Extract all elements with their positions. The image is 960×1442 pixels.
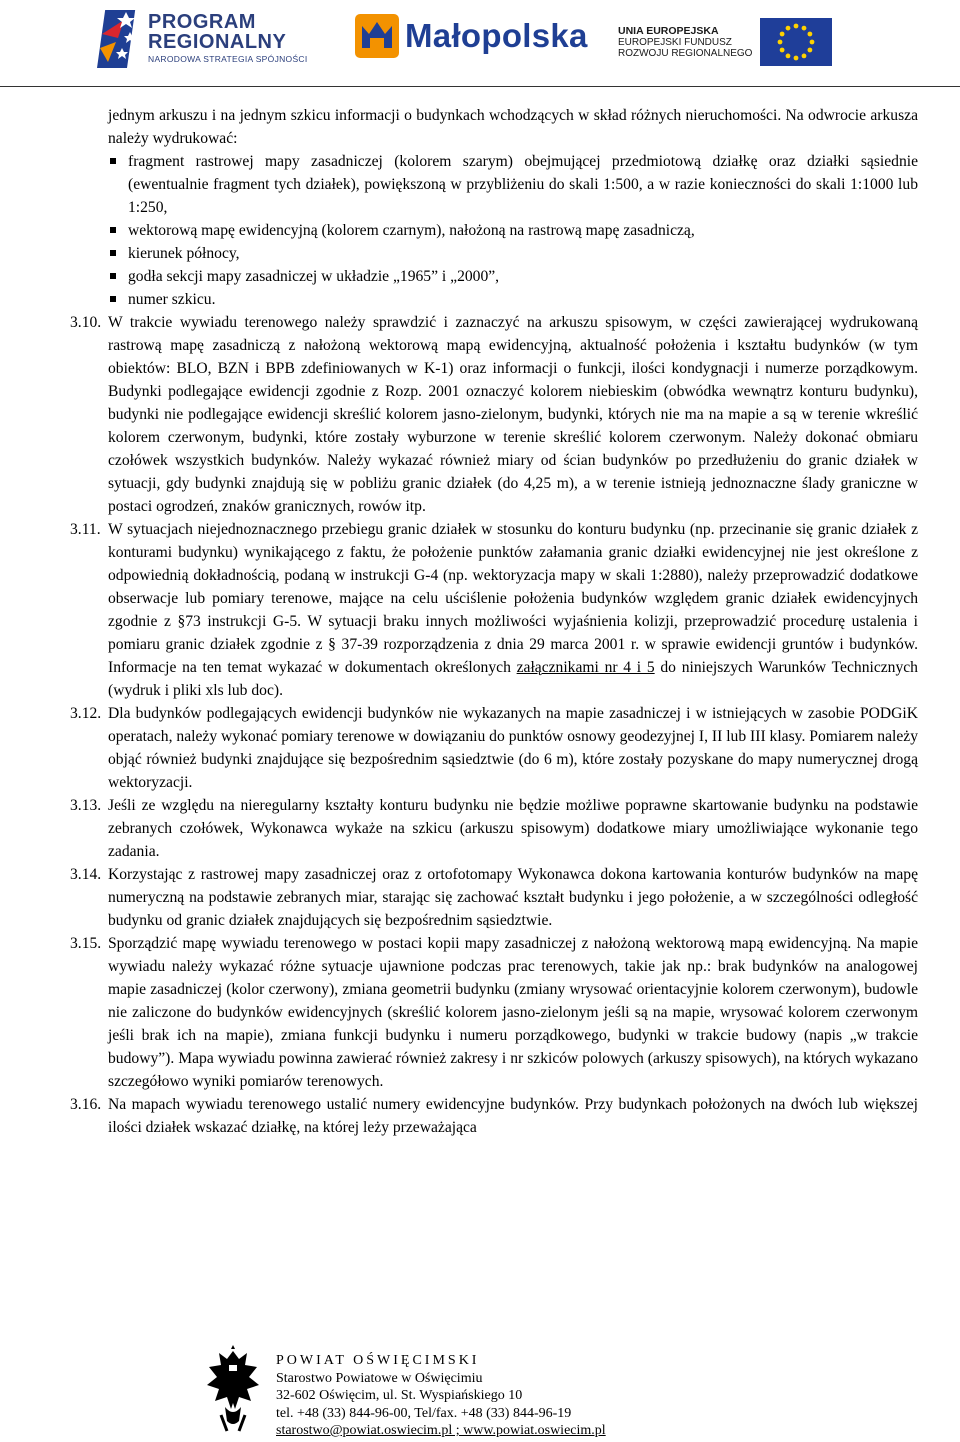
bullet-item: kierunek północy, <box>108 242 918 265</box>
bullet-square-icon <box>110 296 116 302</box>
malopolska-emblem-icon <box>355 14 399 58</box>
bullet-item: numer szkicu. <box>108 288 918 311</box>
eu-line1: UNIA EUROPEJSKA <box>618 24 719 37</box>
page-header <box>0 0 960 82</box>
header-rule <box>0 86 960 87</box>
numbered-item-3-11 <box>70 518 918 702</box>
footer-line2: 32-602 Oświęcim, ul. St. Wyspiańskiego 10 <box>276 1388 523 1403</box>
item-text: W sytuacjach niejednoznacznego przebiegu granic działek w stosunku do konturu budynku (np. przecinanie się granic działek z konturami budynku) wynikającego z faktu, że położenie punktów załamania granic działki ewidencyjnej nie jest określone z odpowiednią dokładnością, podaną w instrukcji G-4 (np. wektoryzacja mapy w skali 1:2880), należy przeprowadzić dodatkowe obserwacje lub pomiary terenowe, mające na celu uściślenie położenia budynków względem granic działek ewidencyjnych zgodnie z §73 instrukcji G-5. W sytuacji braku innych możliwości wyjaśnienia kolizji, przeprowadzić procedurę ustalenia i pomiaru granic działek zgodnie z § 37-39 rozporządzenia z dnia 29 marca 2001 r. w sprawie ewidencji gruntów i budynków. Informacje na ten temat wykazać w dokumentach określonych załącznikami nr 4 i 5 do niniejszych Warunków Technicznych (wydruk i pliki xls lub doc). <box>108 521 918 699</box>
bullet-square-icon <box>110 158 116 164</box>
footer-contact-links[interactable]: starostwo@powiat.oswiecim.pl ; www.powiat.oswiecim.pl <box>276 1423 606 1438</box>
numbered-item-3-10 <box>70 311 918 518</box>
numbered-item-3-16 <box>70 1093 918 1139</box>
eu-line3: ROZWOJU REGIONALNEGO <box>618 47 753 59</box>
bullet-item: wektorową mapę ewidencyjną (kolorem czarnym), nałożoną na rastrową mapę zasadniczą, <box>108 219 918 242</box>
eu-flag-icon <box>760 18 832 66</box>
item-number: 3.14. <box>70 866 102 883</box>
item-text: Jeśli ze względu na nieregularny kształty konturu budynku nie będzie możliwe poprawne skartowanie budynku na podstawie zebranych czołówek, Wykonawca wykaże na szkicu (arkuszu spisowym) dodatkowe miary umożliwiające wykonanie tego zadania. <box>108 797 918 860</box>
eu-logo <box>618 18 832 66</box>
item-text: W trakcie wywiadu terenowego należy sprawdzić i zaznaczyć na arkuszu spisowym, w części zawierającej wydrukowaną rastrową mapę zasadniczą z nałożoną wektorową mapą ewidencyjną, aktualność położenia i kształtu budynków (w tym obiektów: BLO, BZN i BPB zdefiniowanych w K-1) oraz informacji o funkcji, ilości kondygnacji i numerze porządkowym. Budynki podlegające ewidencji zgodnie z Rozp. 2001 oznaczyć kolorem niebieskim (obwódka wewnątrz konturu budynku), budynki nie podlegające ewidencji skreślić kolorem jasno-zielonym, budynki, których nie ma na mapie a są w terenie wkreślić kolorem czerwonym, budynki, które zostały wyburzone w terenie skreślić kolorem czerwonym. Należy dokonać obmiaru czołówek wszystkich budynków. Należy wykazać również miary od ścian budynków po przedłużeniu do granic działek w sytuacji, gdy budynki znajdują się w pobliżu granic działek (do 4,25 m), a w terenie istnieją jednoznaczne ślady graniczne w postaci ogrodzeń, znaków granicznych, rowów itp. <box>108 314 918 515</box>
bullet-square-icon <box>110 250 116 256</box>
item-number: 3.12. <box>70 705 102 722</box>
numbered-item-3-13 <box>70 794 918 863</box>
malopolska-text: Małopolska <box>405 17 588 54</box>
numbered-item-3-14 <box>70 863 918 932</box>
item-number: 3.16. <box>70 1096 102 1113</box>
document-body <box>70 104 918 1139</box>
intro-paragraph: jednym arkuszu i na jednym szkicu informacji o budynkach wchodzących w skład różnych nieruchomości. Na odwrocie arkusza należy wydrukować: <box>108 107 918 147</box>
bullet-square-icon <box>110 227 116 233</box>
bullet-item: fragment rastrowej mapy zasadniczej (kolorem szarym) obejmującej przedmiotową działkę oraz działki sąsiednie (ewentualnie fragment tych działek), powiększoną w przybliżeniu do skali 1:500, a w razie konieczności do skali 1:1000 lub 1:250, <box>108 150 918 219</box>
eu-line2: EUROPEJSKI FUNDUSZ <box>618 36 732 48</box>
item-text: Dla budynków podlegających ewidencji budynków nie wykazanych na mapie zasadniczej i w istniejących w zasobie PODGiK operatach, należy wykonać pomiary terenowe w dowiązaniu do punktów osnowy geodezyjnej I, II lub III klasy. Pomiarem należy objąć również budynki znajdujące się bezpośrednim sąsiedztwie (do 6 m), które zostały pozyskane do mapy numerycznej drogą wektoryzacji. <box>108 705 918 791</box>
footer-line1: Starostwo Powiatowe w Oświęcimiu <box>276 1370 483 1386</box>
item-number: 3.10. <box>70 314 102 331</box>
footer-line3: tel. +48 (33) 844-96-00, Tel/fax. +48 (33) 844-96-19 <box>276 1405 572 1421</box>
powiat-crest-icon <box>205 1345 261 1442</box>
program-line3: NARODOWA STRATEGIA SPÓJNOŚCI <box>148 54 308 65</box>
item-number: 3.15. <box>70 935 102 952</box>
bullet-list <box>70 150 918 311</box>
item-text: Na mapach wywiadu terenowego ustalić numery ewidencyjne budynków. Przy budynkach położonych na dwóch lub większej ilości działek wskazać działkę, na której leży przeważająca <box>108 1096 918 1136</box>
footer-address <box>276 1352 606 1440</box>
program-line1: PROGRAM <box>148 11 256 34</box>
item-number: 3.11. <box>70 521 101 538</box>
malopolska-logo <box>355 14 588 58</box>
numbered-item-3-12 <box>70 702 918 794</box>
bullet-square-icon <box>110 273 116 279</box>
attachments-link[interactable]: załącznikami nr 4 i 5 <box>516 659 655 676</box>
program-regionalny-logo <box>96 4 308 72</box>
numbered-item-3-15 <box>70 932 918 1093</box>
program-line2: REGIONALNY <box>148 31 287 54</box>
item-number: 3.13. <box>70 797 102 814</box>
bullet-item: godła sekcji mapy zasadniczej w układzie „1965” i „2000”, <box>108 265 918 288</box>
item-text: Sporządzić mapę wywiadu terenowego w postaci kopii mapy zasadniczej z nałożoną wektorową mapą ewidencyjną. Na mapie wywiadu należy wykazać różne sytuacje ujawnione podczas prac terenowych, takie jak np.: brak budynków na analogowej mapie zasadniczej (kolor czerwony), zmiana geometrii budynku (zmiany wrysować orientacyjnie kolorem czerwonym), budowle nie zaliczone do budynków ewidencyjnych (skreślić kolorem jasno-zielonym jeśli są na mapie, wrysować kolorem czerwonym jeśli brak ich na mapie), zmiana funkcji budynku i numeru porządkowego, budynki w trakcie budowy (napis „w trakcie budowy”). Mapa wywiadu powinna zawierać również zakresy i nr szkiców polowych (arkuszy spisowych), na których wykazano szczegółowo wyniki pomiarów terenowych. <box>108 935 918 1090</box>
footer-title: POWIAT OŚWIĘCIMSKI <box>276 1353 480 1368</box>
item-text: Korzystając z rastrowej mapy zasadniczej oraz z ortofotomapy Wykonawca dokona kartowania konturów budynków na mapę numeryczną na podstawie zebranych miar, starając się zachować kształt budynku i jego położenie, a w szczególności odległość budynku od granic działek znajdujących się bezpośrednim sąsiedztwie. <box>108 866 918 929</box>
program-regionalny-emblem-icon <box>96 4 142 72</box>
